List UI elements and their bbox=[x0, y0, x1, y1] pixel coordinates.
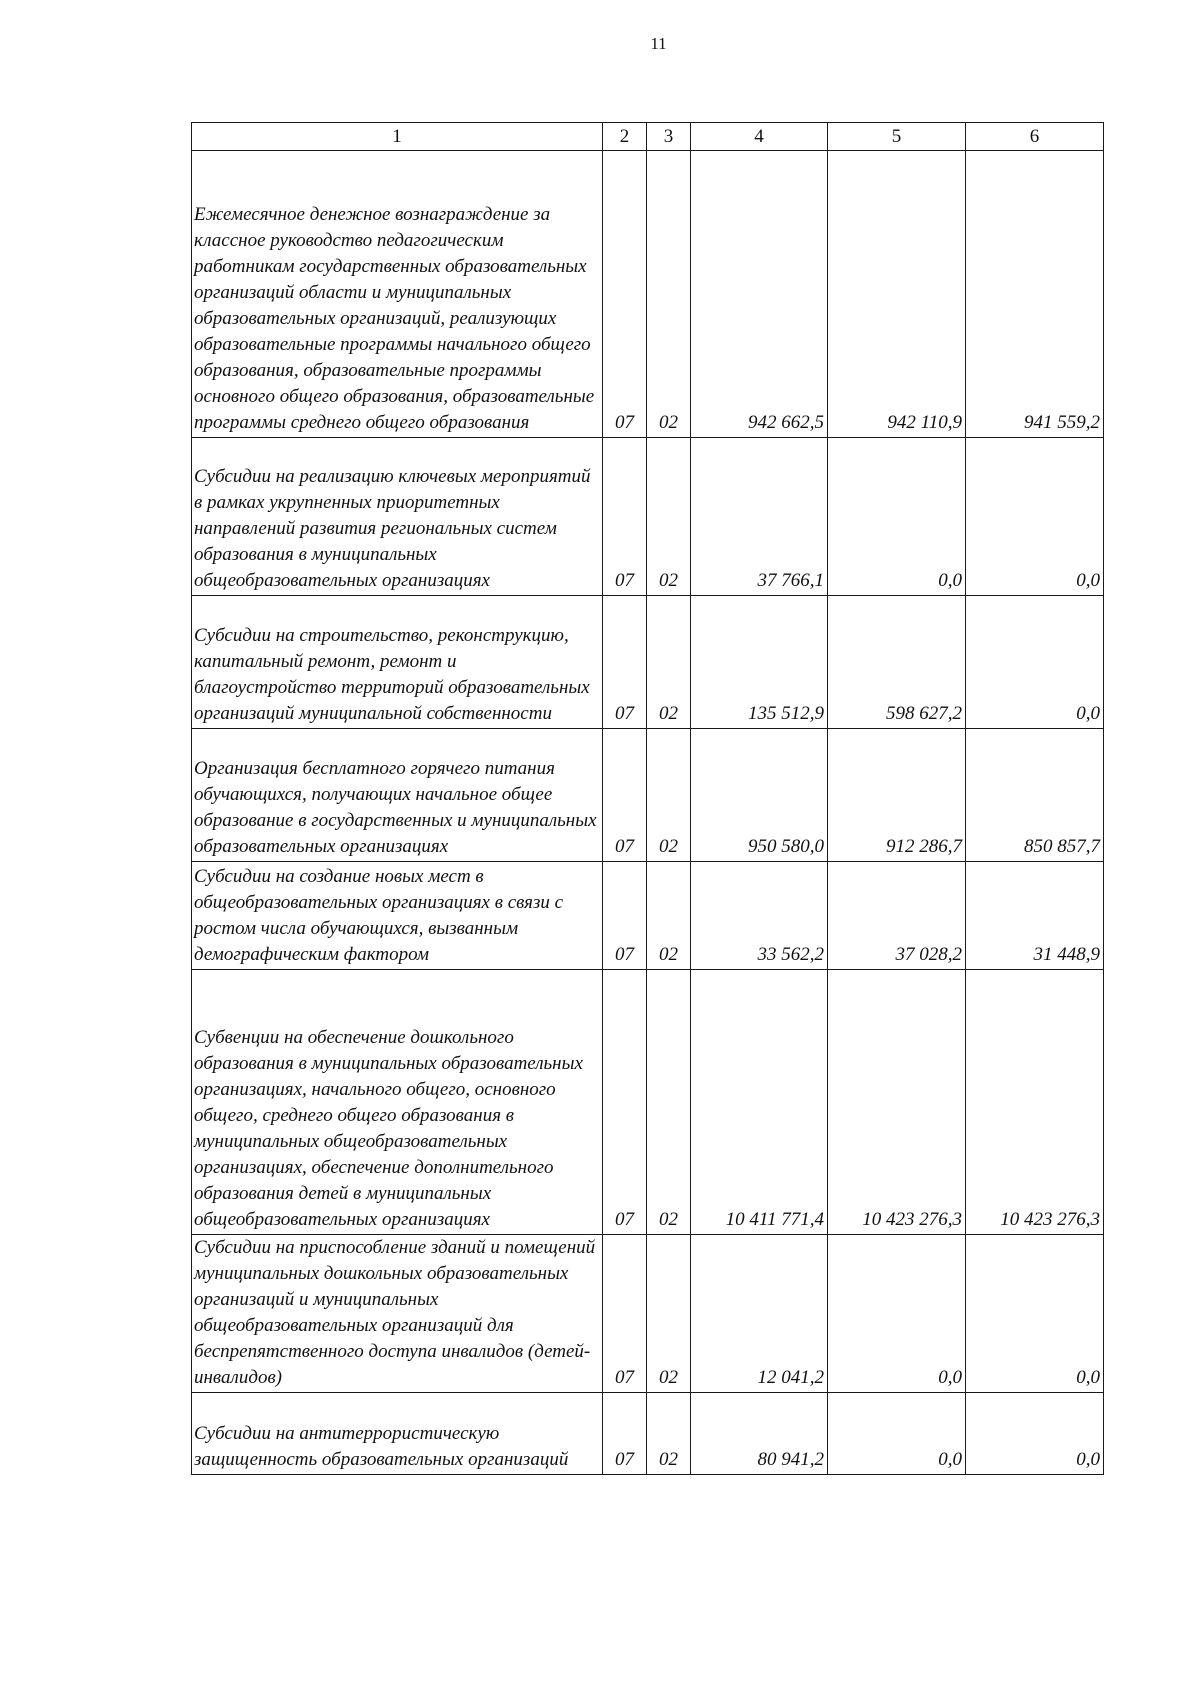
row-section: 07 bbox=[603, 970, 647, 1235]
table-header-row bbox=[192, 123, 1104, 151]
row-amount-5: 10 423 276,3 bbox=[828, 970, 966, 1235]
row-subsection: 02 bbox=[647, 1393, 691, 1475]
row-description: Организация бесплатного горячего питания обучающихся, получающих начальное общее образование в государственных и муниципальных образовательных организациях bbox=[192, 729, 603, 862]
row-section: 07 bbox=[603, 1235, 647, 1393]
row-amount-5: 942 110,9 bbox=[828, 151, 966, 438]
row-subsection: 02 bbox=[647, 1235, 691, 1393]
row-amount-4: 37 766,1 bbox=[691, 438, 828, 596]
row-amount-6: 850 857,7 bbox=[966, 729, 1104, 862]
header-cell-3: 3 bbox=[647, 123, 691, 151]
row-section: 07 bbox=[603, 596, 647, 729]
budget-table bbox=[191, 122, 1104, 1475]
row-amount-4: 12 041,2 bbox=[691, 1235, 828, 1393]
row-amount-6: 0,0 bbox=[966, 1235, 1104, 1393]
row-subsection: 02 bbox=[647, 862, 691, 970]
row-amount-6: 941 559,2 bbox=[966, 151, 1104, 438]
header-cell-1: 1 bbox=[192, 123, 603, 151]
table-row bbox=[192, 151, 1104, 438]
row-section: 07 bbox=[603, 438, 647, 596]
row-section: 07 bbox=[603, 151, 647, 438]
row-subsection: 02 bbox=[647, 151, 691, 438]
row-amount-5: 0,0 bbox=[828, 438, 966, 596]
row-section: 07 bbox=[603, 729, 647, 862]
row-amount-6: 0,0 bbox=[966, 596, 1104, 729]
row-amount-5: 0,0 bbox=[828, 1235, 966, 1393]
row-amount-4: 33 562,2 bbox=[691, 862, 828, 970]
row-amount-6: 0,0 bbox=[966, 438, 1104, 596]
row-amount-5: 0,0 bbox=[828, 1393, 966, 1475]
header-cell-5: 5 bbox=[828, 123, 966, 151]
row-subsection: 02 bbox=[647, 970, 691, 1235]
table-row bbox=[192, 1235, 1104, 1393]
table-row bbox=[192, 729, 1104, 862]
row-amount-4: 10 411 771,4 bbox=[691, 970, 828, 1235]
row-amount-5: 598 627,2 bbox=[828, 596, 966, 729]
row-amount-4: 942 662,5 bbox=[691, 151, 828, 438]
table-row bbox=[192, 1393, 1104, 1475]
row-description: Субсидии на приспособление зданий и помещений муниципальных дошкольных образовательных организаций и муниципальных общеобразовательных организаций для беспрепятственного доступа инвалидов (детей-инвалидов) bbox=[192, 1235, 603, 1393]
row-amount-4: 80 941,2 bbox=[691, 1393, 828, 1475]
row-description: Субсидии на строительство, реконструкцию, капитальный ремонт, ремонт и благоустройство территорий образовательных организаций муниципальной собственности bbox=[192, 596, 603, 729]
header-cell-2: 2 bbox=[603, 123, 647, 151]
row-subsection: 02 bbox=[647, 729, 691, 862]
row-amount-6: 10 423 276,3 bbox=[966, 970, 1104, 1235]
row-description: Субсидии на создание новых мест в общеобразовательных организациях в связи с ростом числа обучающихся, вызванным демографическим фактором bbox=[192, 862, 603, 970]
row-description: Субсидии на антитеррористическую защищенность образовательных организаций bbox=[192, 1393, 603, 1475]
row-subsection: 02 bbox=[647, 438, 691, 596]
table-row bbox=[192, 862, 1104, 970]
table-row bbox=[192, 596, 1104, 729]
row-description: Субсидии на реализацию ключевых мероприятий в рамках укрупненных приоритетных направлений развития региональных систем образования в муниципальных общеобразовательных организациях bbox=[192, 438, 603, 596]
row-section: 07 bbox=[603, 1393, 647, 1475]
row-amount-6: 31 448,9 bbox=[966, 862, 1104, 970]
row-section: 07 bbox=[603, 862, 647, 970]
row-amount-4: 135 512,9 bbox=[691, 596, 828, 729]
page-number: 11 bbox=[650, 34, 667, 53]
table-row bbox=[192, 438, 1104, 596]
table-row bbox=[192, 970, 1104, 1235]
header-cell-4: 4 bbox=[691, 123, 828, 151]
header-cell-6: 6 bbox=[966, 123, 1104, 151]
row-amount-6: 0,0 bbox=[966, 1393, 1104, 1475]
row-amount-5: 912 286,7 bbox=[828, 729, 966, 862]
row-amount-5: 37 028,2 bbox=[828, 862, 966, 970]
row-amount-4: 950 580,0 bbox=[691, 729, 828, 862]
row-subsection: 02 bbox=[647, 596, 691, 729]
row-description: Ежемесячное денежное вознаграждение за классное руководство педагогическим работникам государственных образовательных организаций области и муниципальных образовательных организаций, реализующих образовательные программы начального общего образования, образовательные программы основного общего образования, образовательные программы среднего общего образования bbox=[192, 151, 603, 438]
row-description: Субвенции на обеспечение дошкольного образования в муниципальных образовательных организациях, начального общего, основного общего, среднего общего образования в муниципальных общеобразовательных организациях, обеспечение дополнительного образования детей в муниципальных общеобразовательных организациях bbox=[192, 970, 603, 1235]
